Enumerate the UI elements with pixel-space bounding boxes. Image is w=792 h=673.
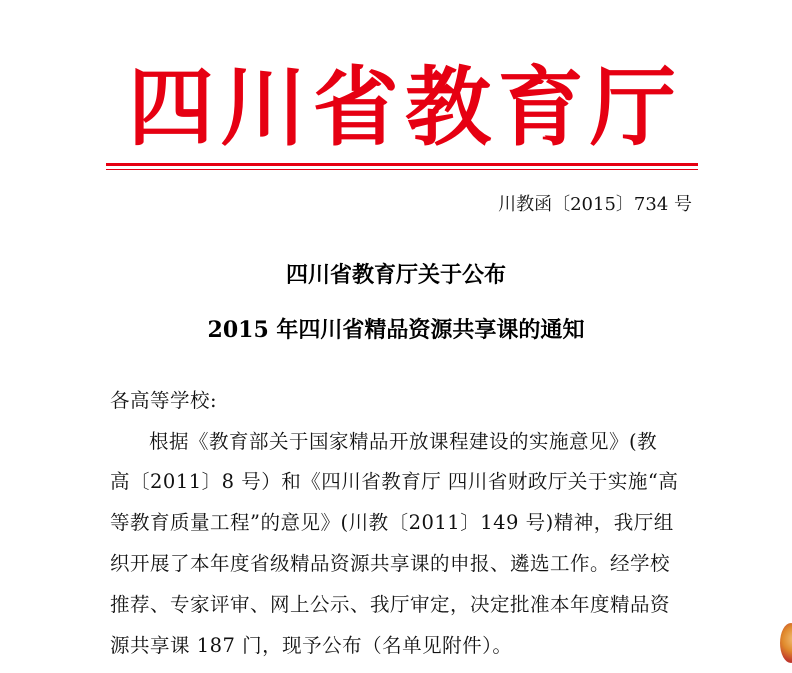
body-line: 推荐、专家评审、网上公示、我厅审定，决定批准本年度精品资 [110, 593, 671, 616]
body-line: 织开展了本年度省级精品资源共享课的申报、遴选工作。经学校 [110, 552, 671, 575]
body-line: 源共享课 187 门，现予公布（名单见附件）。 [110, 634, 513, 657]
masthead-rule-thick [106, 163, 698, 166]
body-line: 等教育质量工程”的意见》(川教〔2011〕149 号)精神，我厅组 [110, 511, 674, 534]
document-number: 川教函〔2015〕734 号 [498, 194, 692, 215]
notice-title-line2: 2015 年四川省精品资源共享课的通知 [207, 317, 585, 343]
masthead-char: 省 [312, 57, 399, 158]
body-line: 高〔2011〕8 号）和《四川省教育厅 四川省财政厅关于实施“高 [110, 470, 679, 493]
body-line: 根据《教育部关于国家精品开放课程建设的实施意见》(教 [149, 430, 658, 453]
masthead-rule-thin [106, 169, 698, 170]
notice-title-line1: 四川省教育厅关于公布 [285, 262, 506, 288]
salutation: 各高等学校: [110, 389, 218, 412]
masthead-char: 厅 [589, 57, 676, 158]
masthead-char: 教 [405, 57, 492, 158]
masthead-char: 川 [220, 57, 307, 158]
masthead-char: 育 [497, 57, 584, 158]
masthead-title [128, 58, 676, 158]
masthead-char: 四 [128, 57, 214, 158]
app-corner-icon[interactable] [780, 623, 792, 663]
